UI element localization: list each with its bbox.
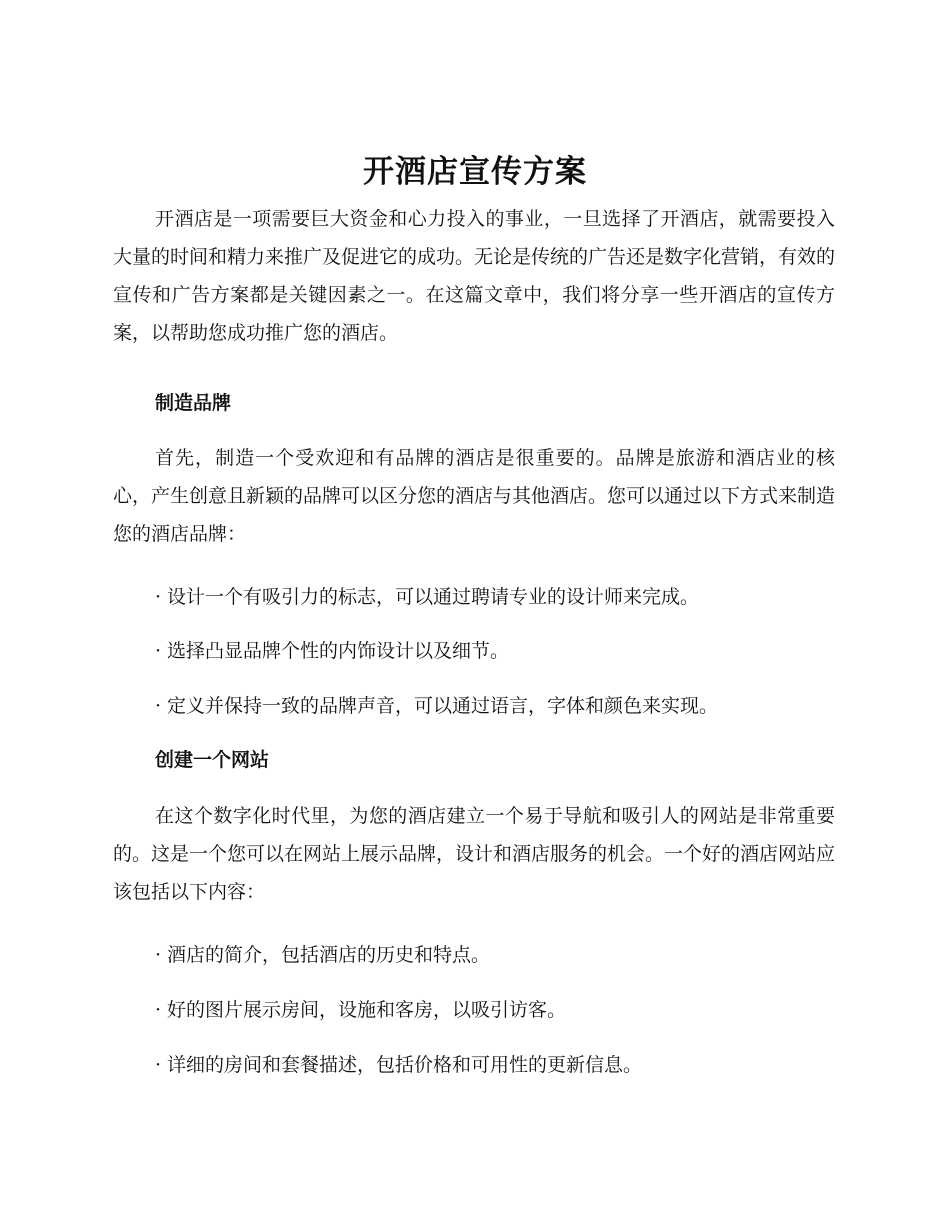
list-item bbox=[155, 941, 835, 969]
list-item bbox=[155, 692, 835, 720]
bullet-marker: · bbox=[155, 695, 162, 717]
document-title: 开酒店宣传方案 bbox=[363, 154, 587, 190]
bullet-marker: · bbox=[155, 1054, 162, 1076]
bullet-marker: · bbox=[155, 586, 162, 608]
bullet-marker: · bbox=[155, 640, 162, 662]
section-heading-brand: 制造品牌 bbox=[155, 392, 232, 414]
list-item-text: 选择凸显品牌个性的内饰设计以及细节。 bbox=[167, 640, 510, 662]
list-item bbox=[155, 583, 835, 611]
section-heading-website: 创建一个网站 bbox=[155, 749, 270, 771]
list-item-text: 好的图片展示房间，设施和客房，以吸引访客。 bbox=[167, 999, 567, 1021]
list-item-text: 设计一个有吸引力的标志，可以通过聘请专业的设计师来完成。 bbox=[167, 586, 700, 608]
list-item-text: 酒店的简介，包括酒店的历史和特点。 bbox=[167, 944, 491, 966]
bullet-marker: · bbox=[155, 944, 162, 966]
list-item-text: 详细的房间和套餐描述，包括价格和可用性的更新信息。 bbox=[167, 1054, 643, 1076]
list-item bbox=[155, 1051, 835, 1079]
section-paragraph-website: 在这个数字化时代里，为您的酒店建立一个易于导航和吸引人的网站是非常重要的。这是一个您可以在网站上展示品牌，设计和酒店服务的机会。一个好的酒店网站应该包括以下内容： bbox=[113, 805, 836, 903]
bullet-marker: · bbox=[155, 999, 162, 1021]
list-item-text: 定义并保持一致的品牌声音，可以通过语言，字体和颜色来实现。 bbox=[167, 695, 719, 717]
list-item bbox=[155, 637, 835, 665]
list-item bbox=[155, 996, 835, 1024]
section-paragraph-brand: 首先，制造一个受欢迎和有品牌的酒店是很重要的。品牌是旅游和酒店业的核心，产生创意且新颖的品牌可以区分您的酒店与其他酒店。您可以通过以下方式来制造您的酒店品牌： bbox=[113, 447, 836, 545]
intro-paragraph: 开酒店是一项需要巨大资金和心力投入的事业，一旦选择了开酒店，就需要投入大量的时间和精力来推广及促进它的成功。无论是传统的广告还是数字化营销，有效的宣传和广告方案都是关键因素之一。在这篇文章中，我们将分享一些开酒店的宣传方案，以帮助您成功推广您的酒店。 bbox=[113, 208, 836, 344]
